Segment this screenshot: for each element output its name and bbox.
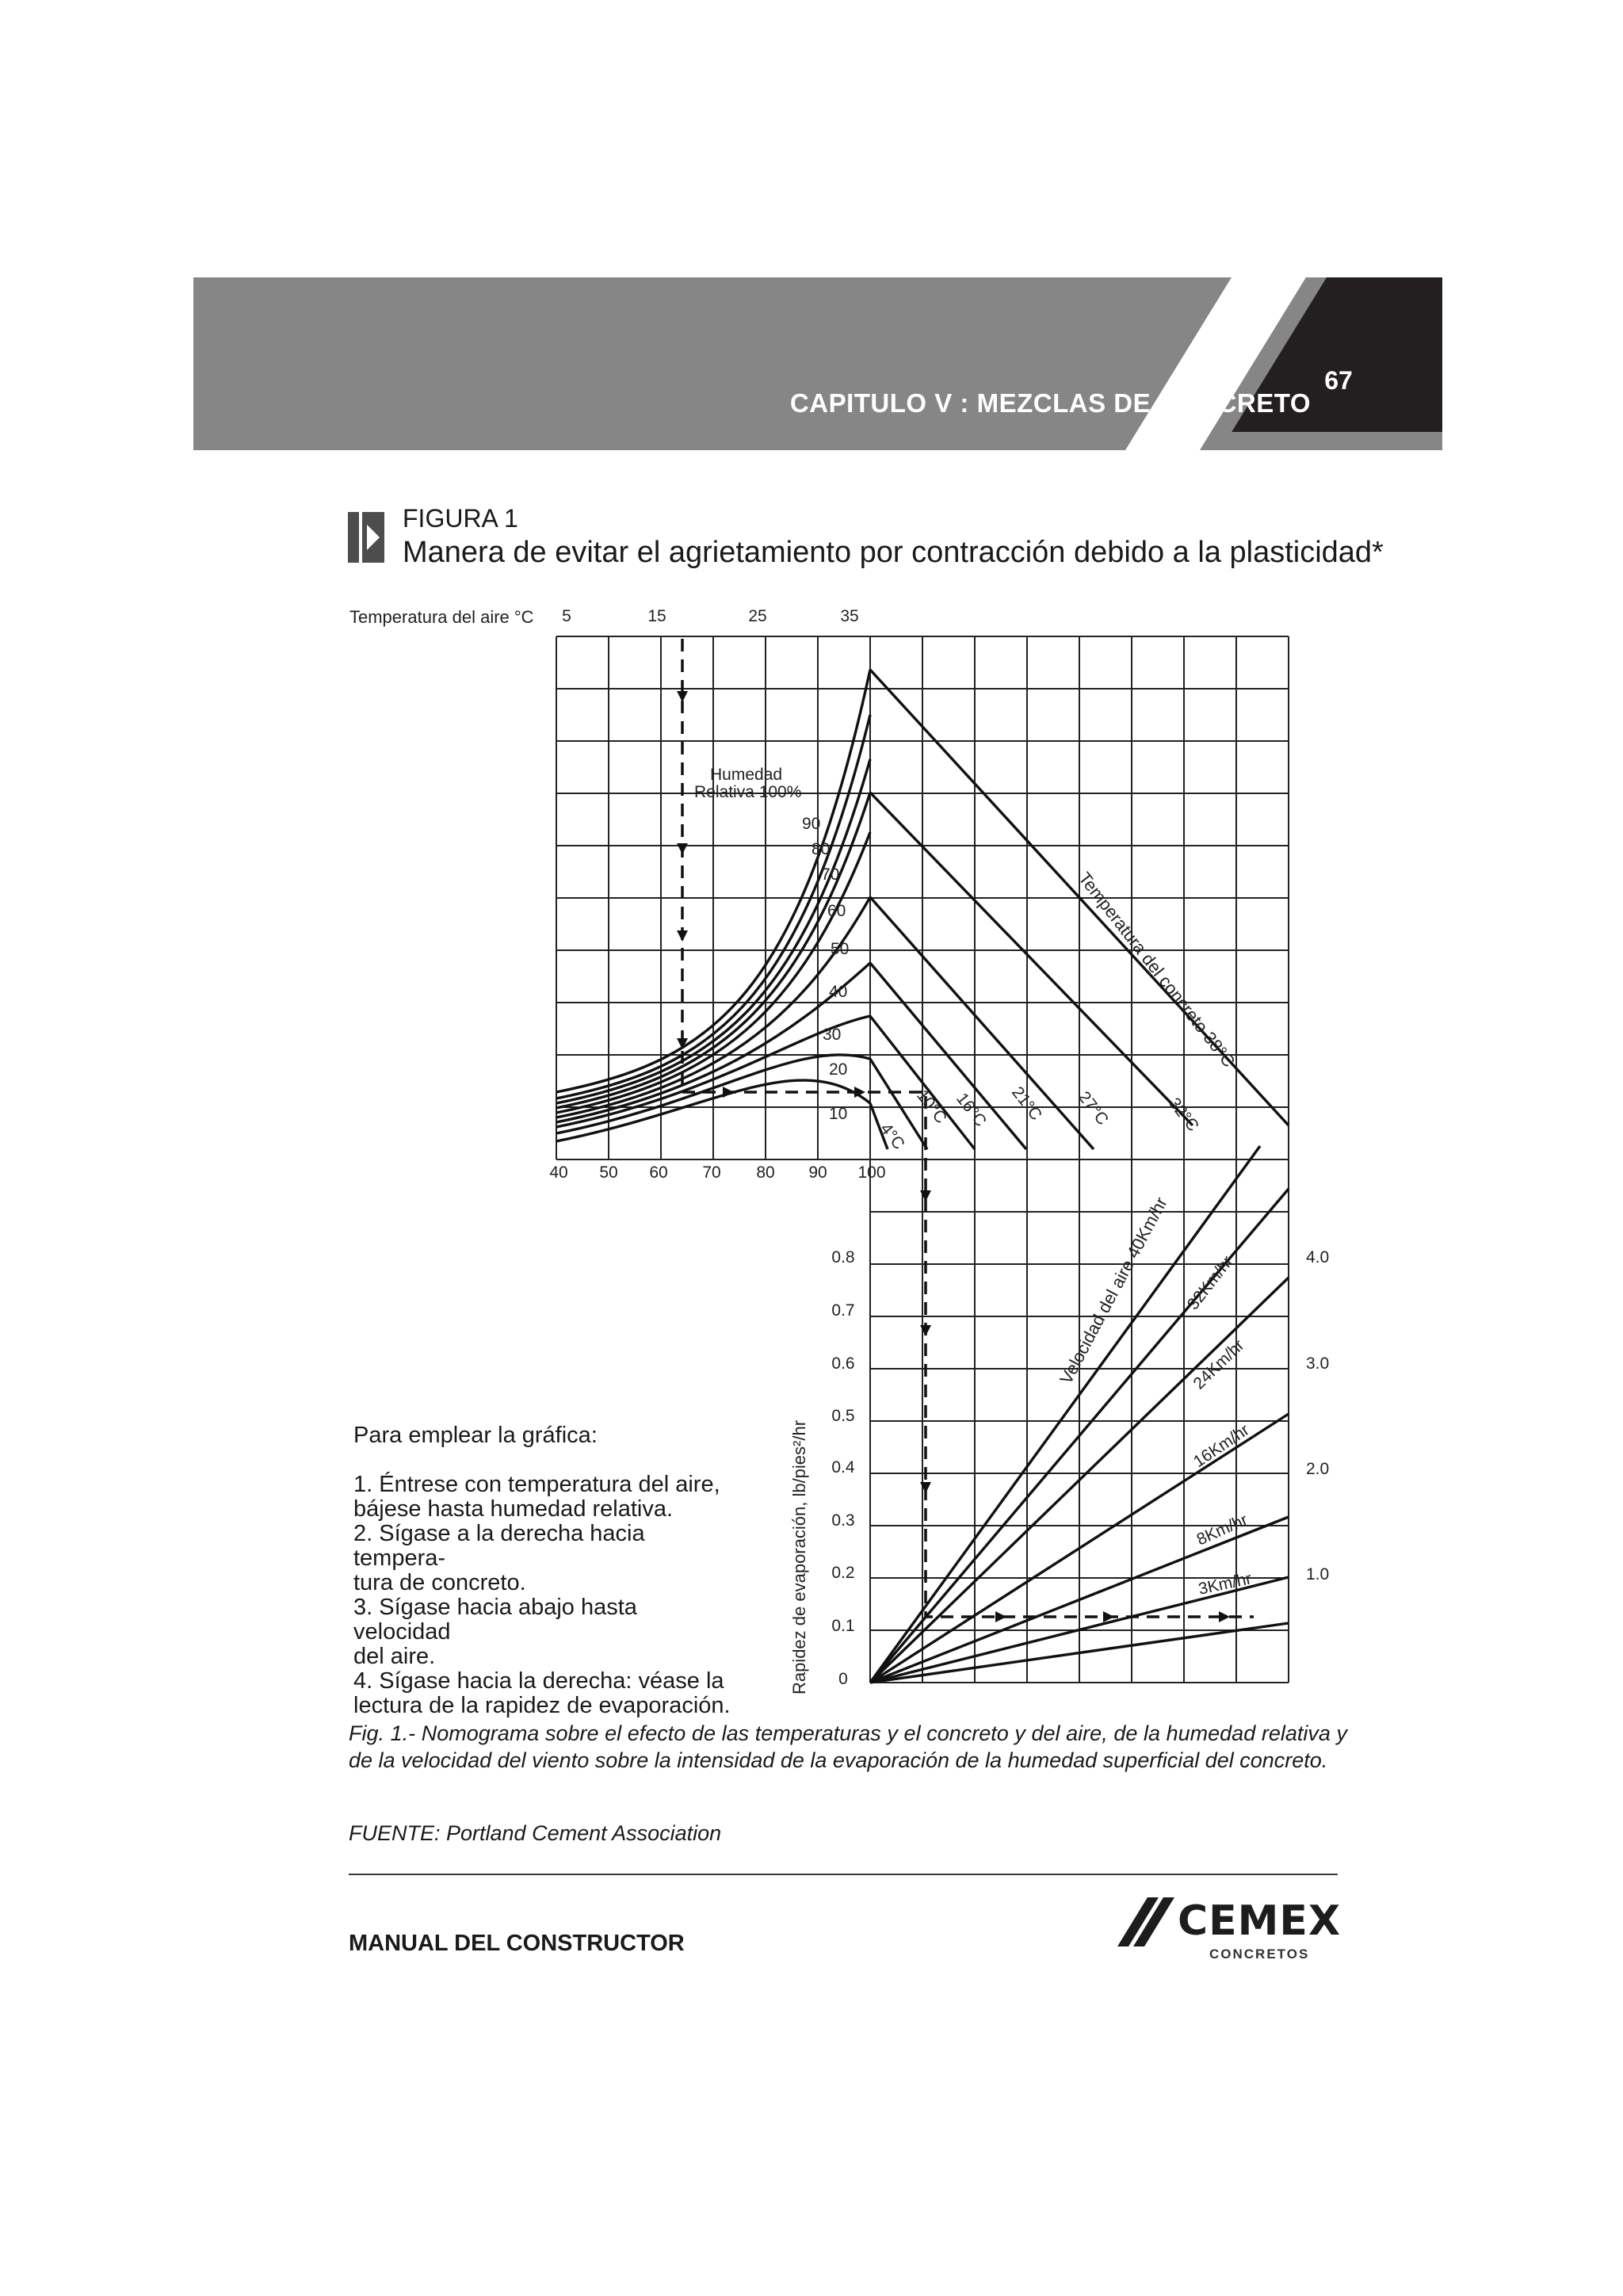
arrow-down: [677, 843, 688, 854]
evap-tick: 0.5: [831, 1407, 855, 1425]
humidity-curve-label: 80: [812, 840, 831, 858]
evap-tick: 0.7: [831, 1301, 855, 1320]
humidity-curve-label: 10: [829, 1105, 848, 1123]
evap-tick: 0.8: [831, 1248, 855, 1266]
humidity-label-line: Humedad: [710, 766, 783, 784]
evap-tick: 0.4: [831, 1458, 855, 1477]
air-temp-tick: 35: [840, 607, 859, 625]
wind-speed-tick: 24Km/hr: [1190, 1335, 1248, 1393]
figure-caption: Fig. 1.- Nomograma sobre el efecto de las temperaturas y el concreto y del aire, de la humedad relativa y de la velocidad del viento sobre la intensidad de la evaporación de la humedad superficial del concreto.: [349, 1721, 1347, 1772]
arrow-right: [723, 1087, 734, 1098]
concrete-temp-tick: 27°C: [1075, 1087, 1113, 1129]
logo-wordmark: CEMEX: [1178, 1897, 1342, 1945]
instruction-line: del aire.: [353, 1644, 436, 1669]
concrete-temp-tick: 4°C: [876, 1119, 908, 1153]
cemex-stripes-icon: [1117, 1897, 1181, 1946]
evap-tick: 0.3: [831, 1511, 855, 1530]
evaporation-axis-label: Rapidez de evaporación, lb/pies²/hr: [789, 1419, 809, 1695]
wind-speed-tick: 8Km/hr: [1193, 1511, 1251, 1549]
air-temp-tick: 25: [748, 607, 767, 625]
instruction-line: tura de concreto.: [353, 1570, 526, 1595]
humidity-axis-tick: 50: [599, 1163, 618, 1182]
concrete-temp-tick: 32°C: [1165, 1094, 1203, 1136]
humidity-axis-tick: 70: [702, 1163, 721, 1182]
evap-right-tick: 1.0: [1306, 1565, 1330, 1584]
humidity-axis-tick: 90: [808, 1163, 827, 1182]
humidity-label-line: Relativa 100%: [694, 783, 802, 801]
concrete-temp-line: [870, 963, 1026, 1149]
concrete-temp-tick: 10°C: [913, 1086, 951, 1128]
page-number: 67: [1324, 366, 1353, 395]
humidity-axis-tick: 40: [549, 1163, 568, 1182]
path-arrows: [677, 691, 1230, 1622]
concrete-temperature-label: Temperatura del concreto 38°C: [1075, 868, 1239, 1072]
cemex-logo: [1117, 1894, 1342, 1966]
humidity-axis-tick: 60: [649, 1163, 668, 1182]
instructions-heading: Para emplear la gráfica:: [353, 1423, 598, 1448]
evap-tick: 0.1: [831, 1617, 855, 1635]
arrow-down: [677, 691, 688, 702]
instruction-line: 2. Sígase a la derecha hacia tempera-: [353, 1521, 645, 1571]
air-temp-tick: 15: [647, 607, 666, 625]
humidity-curve-label: 90: [802, 815, 821, 833]
figure-source: FUENTE: Portland Cement Association: [349, 1821, 722, 1845]
instruction-line: 4. Sígase hacia la derecha: véase la: [353, 1668, 724, 1694]
instruction-line: 3. Sígase hacia abajo hasta velocidad: [353, 1595, 637, 1645]
instruction-line: 1. Éntrese con temperatura del aire,: [353, 1472, 720, 1497]
wind-speed-tick: 3Km/hr: [1197, 1569, 1254, 1599]
air-temp-tick: 5: [562, 607, 571, 625]
evap-tick: 0.6: [831, 1354, 855, 1373]
instruction-line: lectura de la rapidez de evaporación.: [353, 1693, 731, 1718]
humidity-curve-label: 60: [827, 902, 846, 920]
air-temperature-label: Temperatura del aire °C: [349, 607, 534, 627]
humidity-curve-label: 30: [823, 1026, 842, 1044]
evap-right-tick: 3.0: [1306, 1354, 1330, 1373]
arrow-right: [1219, 1611, 1230, 1622]
figure-label: FIGURA 1: [403, 504, 518, 533]
logo-subtitle: CONCRETOS: [1209, 1946, 1310, 1962]
evap-tick: 0.2: [831, 1564, 855, 1582]
humidity-axis-tick: 80: [756, 1163, 775, 1182]
wind-speed-label: Velocidad del aire 40Km/hr: [1056, 1194, 1171, 1388]
evap-right-tick: 2.0: [1306, 1460, 1330, 1478]
figure-title: Manera de evitar el agrietamiento por contracción debido a la plasticidad*: [403, 536, 1384, 569]
manual-title: MANUAL DEL CONSTRUCTOR: [349, 1931, 685, 1956]
wind-speed-line: [870, 1146, 1260, 1683]
wind-speed-tick: 32Km/hr: [1183, 1252, 1237, 1314]
wind-speed-tick: 16Km/hr: [1190, 1420, 1253, 1472]
humidity-axis-tick: 100: [857, 1163, 886, 1182]
humidity-curve-label: 50: [831, 940, 850, 958]
concrete-temp-tick: 21°C: [1008, 1083, 1046, 1125]
concrete-temp-tick: 16°C: [953, 1089, 991, 1131]
instruction-line: bájese hasta humedad relativa.: [353, 1496, 674, 1522]
arrow-down: [677, 930, 688, 942]
chapter-title: CAPITULO V : MEZCLAS DE CONCRETO: [789, 388, 1311, 418]
humidity-curve-label: 20: [829, 1060, 848, 1079]
humidity-curve-label: 40: [829, 983, 848, 1001]
arrow-right: [995, 1611, 1006, 1622]
evap-tick: 0: [838, 1670, 848, 1688]
humidity-curve-label: 70: [821, 865, 840, 884]
footer-divider: [349, 1874, 1338, 1875]
evap-right-tick: 4.0: [1306, 1248, 1330, 1266]
usage-instructions: [353, 1423, 734, 1718]
